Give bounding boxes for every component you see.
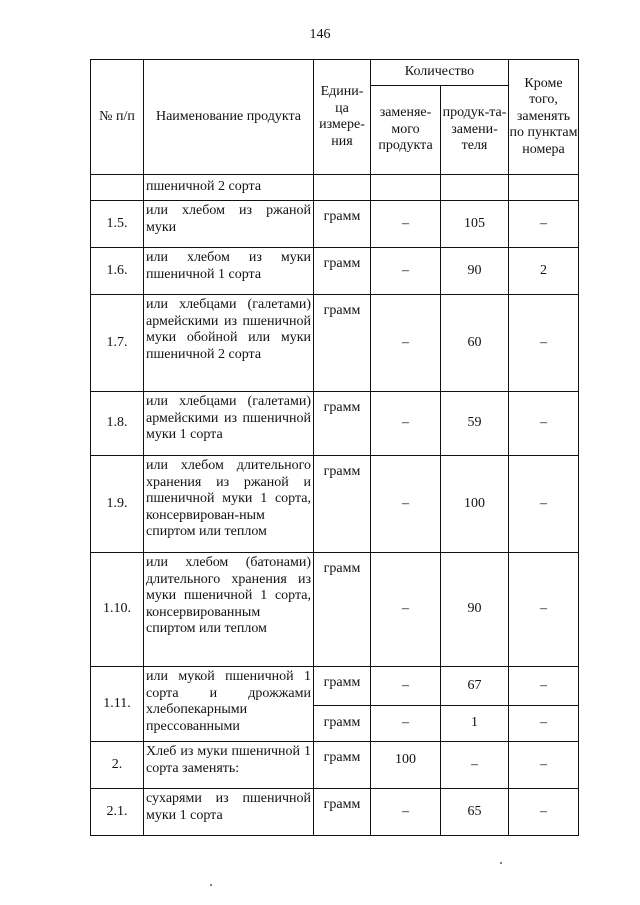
extra-items: – bbox=[509, 201, 579, 248]
replaced-qty: 100 bbox=[371, 742, 441, 789]
header-number: № п/п bbox=[91, 60, 144, 175]
header-product-name: Наименование продукта bbox=[144, 60, 314, 175]
replaced-qty: – bbox=[371, 553, 441, 667]
row-number: 1.11. bbox=[91, 667, 144, 742]
unit: грамм bbox=[314, 201, 371, 248]
replaced-qty: – bbox=[371, 201, 441, 248]
replacing-qty: 100 bbox=[441, 456, 509, 553]
row-number: 1.5. bbox=[91, 201, 144, 248]
scan-speck bbox=[210, 884, 212, 886]
row-number: 2.1. bbox=[91, 789, 144, 836]
replaced-qty: – bbox=[371, 248, 441, 295]
replacing-qty: 59 bbox=[441, 392, 509, 456]
row-number bbox=[91, 175, 144, 201]
table-row bbox=[91, 295, 579, 392]
replacing-qty: 67 bbox=[441, 667, 509, 706]
extra-items: 2 bbox=[509, 248, 579, 295]
row-number: 1.6. bbox=[91, 248, 144, 295]
extra-items: – bbox=[509, 789, 579, 836]
row-number: 1.10. bbox=[91, 553, 144, 667]
extra-items: – bbox=[509, 456, 579, 553]
replacing-qty: 60 bbox=[441, 295, 509, 392]
product-name: или хлебом из ржаной муки bbox=[144, 201, 314, 248]
table-row bbox=[91, 742, 579, 789]
table-row bbox=[91, 789, 579, 836]
unit: грамм bbox=[314, 742, 371, 789]
extra-items: – bbox=[509, 392, 579, 456]
table-row bbox=[91, 456, 579, 553]
table-row bbox=[91, 553, 579, 667]
header-replaced-product: заменяе-мого продукта bbox=[371, 86, 441, 175]
row-number: 1.8. bbox=[91, 392, 144, 456]
substitution-table bbox=[90, 59, 579, 836]
scan-speck bbox=[500, 862, 502, 864]
extra-items: – bbox=[509, 742, 579, 789]
unit: грамм bbox=[314, 392, 371, 456]
replaced-qty: – bbox=[371, 456, 441, 553]
header-unit: Едини-ца измере-ния bbox=[314, 60, 371, 175]
table-row bbox=[91, 667, 579, 706]
extra-items: – bbox=[509, 553, 579, 667]
product-name: или мукой пшеничной 1 сорта и дрожжами хлебопекарными прессованными bbox=[144, 667, 314, 742]
replaced-qty bbox=[371, 175, 441, 201]
extra-items: – bbox=[509, 667, 579, 706]
product-name: сухарями из пшеничной муки 1 сорта bbox=[144, 789, 314, 836]
table-row bbox=[91, 201, 579, 248]
unit: грамм bbox=[314, 295, 371, 392]
header-quantity: Количество bbox=[371, 60, 509, 86]
unit: грамм bbox=[314, 456, 371, 553]
replacing-qty: 90 bbox=[441, 553, 509, 667]
extra-items bbox=[509, 175, 579, 201]
page-number: 146 bbox=[309, 27, 331, 42]
replacing-qty: 65 bbox=[441, 789, 509, 836]
unit bbox=[314, 175, 371, 201]
unit: грамм bbox=[314, 667, 371, 706]
row-number: 1.9. bbox=[91, 456, 144, 553]
replaced-qty: – bbox=[371, 706, 441, 742]
unit: грамм bbox=[314, 789, 371, 836]
table-row bbox=[91, 248, 579, 295]
product-name: или хлебцами (галетами) армейскими из пшеничной муки 1 сорта bbox=[144, 392, 314, 456]
replaced-qty: – bbox=[371, 295, 441, 392]
product-name: Хлеб из муки пшеничной 1 сорта заменять: bbox=[144, 742, 314, 789]
extra-items: – bbox=[509, 706, 579, 742]
row-number: 2. bbox=[91, 742, 144, 789]
replacing-qty: 90 bbox=[441, 248, 509, 295]
product-name: или хлебом длительного хранения из ржаной и пшеничной муки 1 сорта, консервирован-ным спиртом или теплом bbox=[144, 456, 314, 553]
product-name: или хлебом (батонами) длительного хранения из муки пшеничной 1 сорта, консервированным спиртом или теплом bbox=[144, 553, 314, 667]
header-besides: Кроме того, заменять по пунктам номера bbox=[509, 60, 579, 175]
header-replacing-product: продук-та-замени-теля bbox=[441, 86, 509, 175]
product-name: пшеничной 2 сорта bbox=[144, 175, 314, 201]
product-name: или хлебом из муки пшеничной 1 сорта bbox=[144, 248, 314, 295]
replaced-qty: – bbox=[371, 392, 441, 456]
replacing-qty: – bbox=[441, 742, 509, 789]
table-row bbox=[91, 175, 579, 201]
product-name: или хлебцами (галетами) армейскими из пшеничной муки обойной или муки пшеничной 2 сорта bbox=[144, 295, 314, 392]
replacing-qty: 1 bbox=[441, 706, 509, 742]
table-row bbox=[91, 392, 579, 456]
replaced-qty: – bbox=[371, 667, 441, 706]
unit: грамм bbox=[314, 248, 371, 295]
extra-items: – bbox=[509, 295, 579, 392]
replacing-qty: 105 bbox=[441, 201, 509, 248]
unit: грамм bbox=[314, 706, 371, 742]
replaced-qty: – bbox=[371, 789, 441, 836]
replacing-qty bbox=[441, 175, 509, 201]
row-number: 1.7. bbox=[91, 295, 144, 392]
unit: грамм bbox=[314, 553, 371, 667]
